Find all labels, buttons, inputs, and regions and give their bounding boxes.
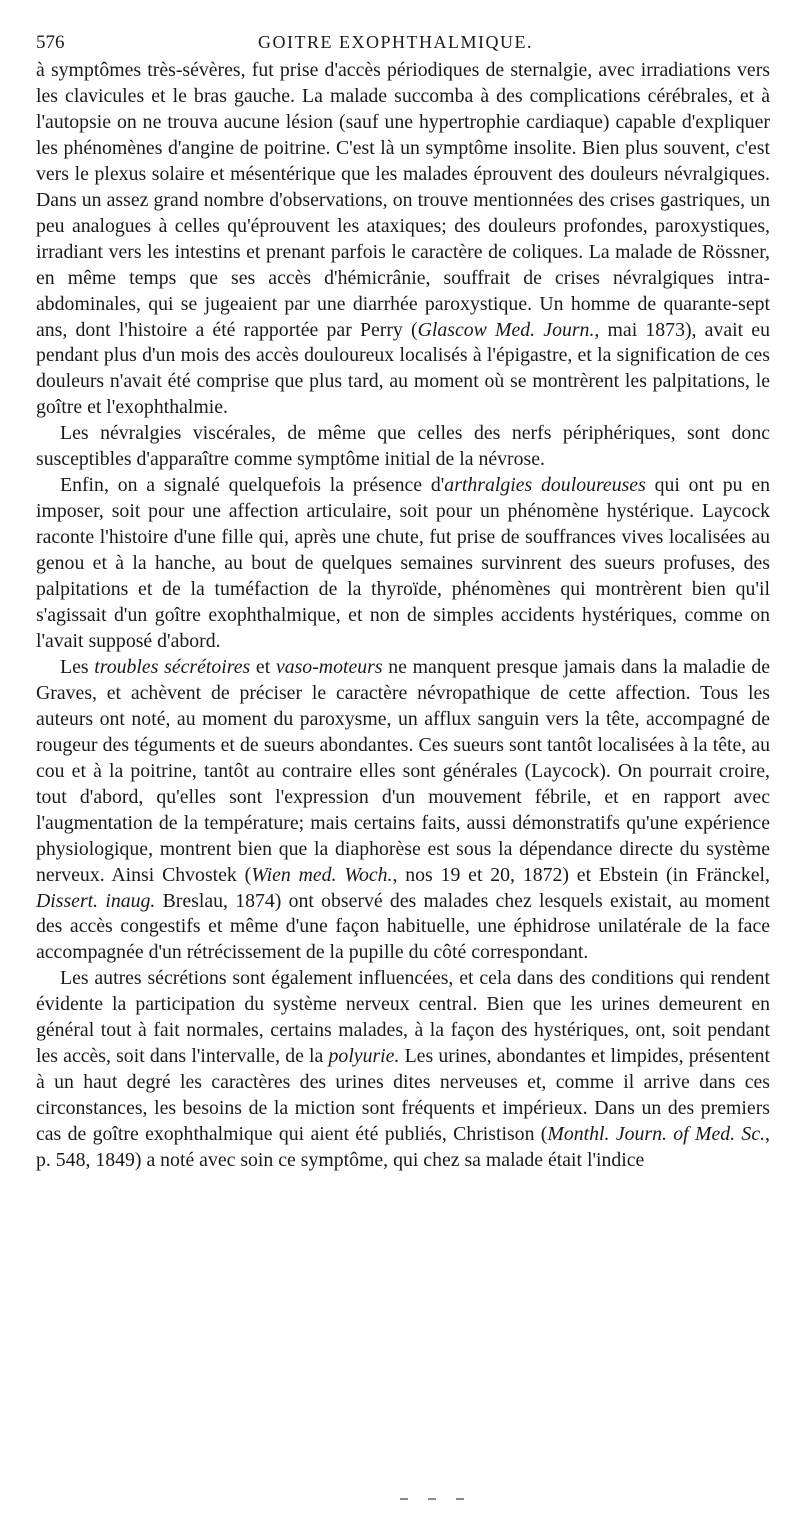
- text-run: ne manquent presque jamais dans la maladie de Graves, et achèvent de préciser le caractère névropathique de cette affection. Tous les auteurs ont noté, au moment du paroxysme, un afflux sanguin vers la tête, accompagné de rougeur des téguments et de sueurs abondantes. Ces sueurs sont tantôt localisées à la tête, au cou et à la poitrine, tantôt au contraire elles sont générales (Laycock). On pourrait croire, tout d'abord, qu'elles sont l'expression d'un mouvement fébrile, et en rapport avec l'augmentation de la température; mais certains faits, aussi démonstratifs qu'une expérience physiologique, montrent bien que la diaphorèse est sous la dépendance directe du système nerveux. Ainsi Chvostek (: [36, 655, 770, 886]
- paragraph: [36, 655, 770, 966]
- paragraph: [36, 473, 770, 655]
- page-specks: [400, 1498, 490, 1502]
- paragraph: [36, 58, 770, 421]
- text-run: Breslau, 1874) ont observé des malades chez lesquels existait, au moment des accès congestifs et même d'une façon habituelle, une éphidrose unilatérale de la face accompagnée d'un rétrécissement de la pupille du côté correspondant.: [36, 889, 770, 964]
- print-speck: [456, 1498, 464, 1500]
- italic-text: Dissert. inaug.: [36, 889, 156, 912]
- text-run: Les urines, abondantes et limpides, présentent à un haut degré les caractères des urines dites nerveuses et, comme il arrive dans ces circonstances, les besoins de la miction sont fréquents et impérieux. Dans un des premiers cas de goître exophthalmique qui aient été publiés, Christison (: [36, 1045, 770, 1146]
- italic-text: vaso-moteurs: [275, 655, 383, 678]
- paragraph: [36, 421, 770, 473]
- text-run: Les: [60, 655, 95, 678]
- body-text: [36, 58, 770, 1174]
- running-title: GOITRE EXOPHTHALMIQUE.: [258, 32, 533, 52]
- page-header: [36, 28, 770, 58]
- text-run: Enfin, on a signalé quelquefois la présence d': [60, 474, 445, 497]
- italic-text: polyurie.: [328, 1045, 400, 1068]
- text-run: Les névralgies viscérales, de même que celles des nerfs périphériques, sont donc susceptibles d'apparaître comme symptôme initial de la névrose.: [36, 422, 770, 471]
- italic-text: arthralgies douloureuses: [444, 474, 646, 497]
- paragraph: [36, 966, 770, 1174]
- italic-text: troubles sécrétoires: [94, 655, 251, 678]
- document-page: [36, 28, 770, 1174]
- italic-text: Glascow Med. Journ.: [417, 318, 595, 341]
- text-run: , mai 1873), avait eu pendant plus d'un mois des accès douloureux localisés à l'épigastre, et la signification de ces douleurs n'avait été comprise que plus tard, au moment où se montrèrent les palpitations, le goître et l'exophthalmie.: [36, 318, 770, 419]
- print-speck: [400, 1498, 408, 1500]
- print-speck: [428, 1498, 436, 1500]
- text-run: qui ont pu en imposer, soit pour une affection articulaire, soit pour un phénomène hystérique. Laycock raconte l'histoire d'une fille qui, après une chute, fut prise de souffrances vives localisées au genou et à la hanche, au bout de quelques semaines survinrent des sueurs profuses, des palpitations et de la tuméfaction de la thyroïde, phénomènes qui montrèrent bien qu'il s'agissait d'un goître exophthalmique, et non de simples accidents hystériques, comme on l'avait supposé d'abord.: [36, 474, 770, 652]
- text-run: à symptômes très-sévères, fut prise d'accès périodiques de sternalgie, avec irradiations vers les clavicules et le bras gauche. La malade succomba à des complications cérébrales, et à l'autopsie on ne trouva aucune lésion (sauf une hypertrophie cardiaque) capable d'expliquer les phénomènes d'angine de poitrine. C'est là un symptôme insolite. Bien plus souvent, c'est vers le plexus solaire et mésentérique que les malades éprouvent des douleurs névralgiques. Dans un assez grand nombre d'observations, on trouve mentionnées des crises gastriques, un peu analogues à celles qu'éprouvent les ataxiques; des douleurs profondes, paroxystiques, irradiant vers les intestins et prenant parfois le caractère de coliques. La malade de Rössner, en même temps que ses accès d'hémicrânie, souffrait de crises névralgiques intra-abdominales, qui se jugeaient par une diarrhée paroxystique. Un homme de quarante-sept ans, dont l'histoire a été rapportée par Perry (: [36, 59, 770, 341]
- page-number: 576: [36, 32, 65, 53]
- text-run: , nos 19 et 20, 1872) et Ebstein (in Fränckel,: [392, 863, 770, 886]
- text-run: et: [250, 655, 276, 678]
- italic-text: Wien med. Woch.: [251, 863, 393, 886]
- italic-text: Monthl. Journ. of Med. Sc.: [547, 1123, 766, 1146]
- text-run: , p. 548, 1849) a noté avec soin ce symptôme, qui chez sa malade était l'indice: [36, 1123, 770, 1172]
- text-run: Les autres sécrétions sont également influencées, et cela dans des conditions qui rendent évidente la participation du système nerveux central. Bien que les urines demeurent en général tout à fait normales, certains malades, à la façon des hystériques, ont, soit pendant les accès, soit dans l'intervalle, de la: [36, 967, 770, 1068]
